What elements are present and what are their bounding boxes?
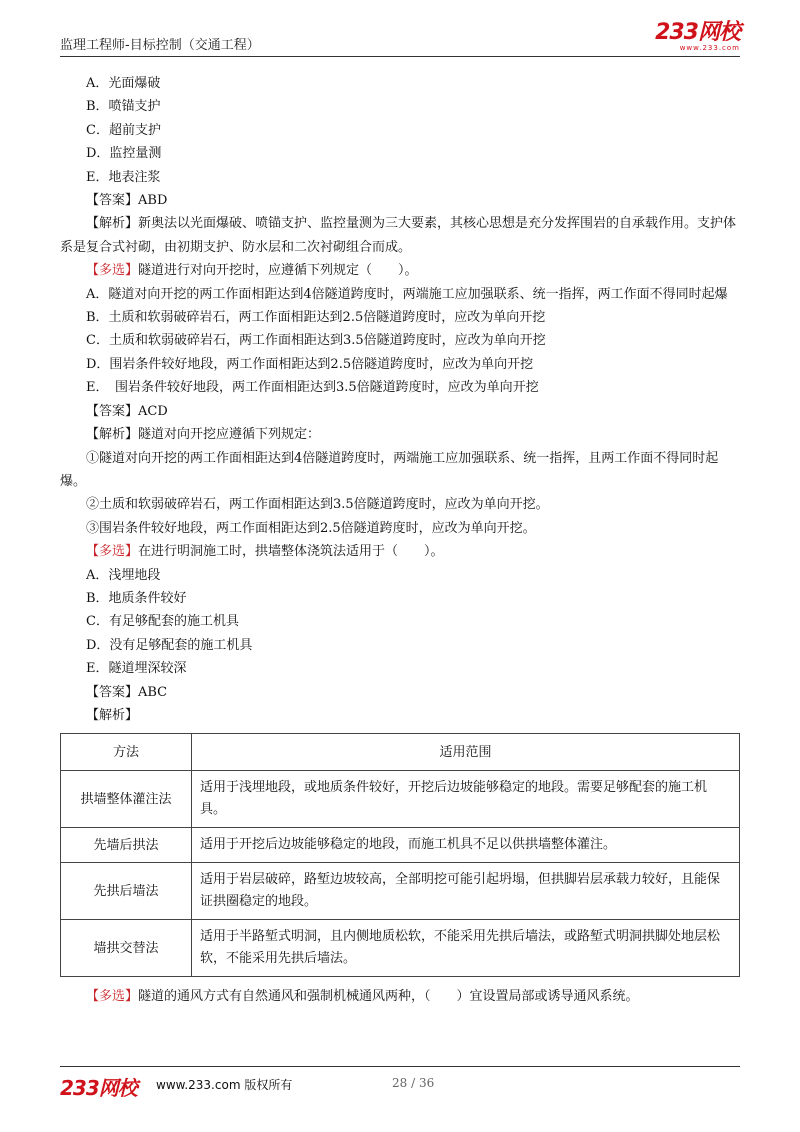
page-content — [60, 72, 740, 1009]
q1-analysis: 【解析】新奥法以光面爆破、喷锚支护、监控量测为三大要素，其核心思想是充分发挥围岩的自承载作用。支护体系是复合式衬砌，由初期支护、防水层和二次衬砌组合而成。 — [60, 216, 737, 255]
table-row — [61, 920, 740, 977]
logo-text: 233网校 — [655, 20, 740, 45]
q2-stem-line — [60, 259, 740, 282]
table-row — [61, 828, 740, 863]
page-number: 28 / 36 — [392, 1076, 435, 1090]
document-title: 监理工程师-目标控制（交通工程） — [60, 38, 260, 53]
q3-option-e: E．隧道埋深较深 — [86, 661, 187, 677]
table-cell-method: 拱墙整体灌注法 — [61, 771, 192, 828]
q2-analysis-head: 【解析】隧道对向开挖应遵循下列规定： — [86, 427, 321, 443]
table-cell-method: 墙拱交替法 — [61, 920, 192, 977]
q2-analysis-item-1: ①隧道对向开挖的两工作面相距达到4倍隧道跨度时，两端施工应加强联系、统一指挥，且两工作面不得同时起爆。 — [60, 450, 719, 489]
q2-option-b: B．土质和软弱破碎岩石，两工作面相距达到2.5倍隧道跨度时，应改为单向开挖 — [86, 310, 546, 326]
q3-answer: 【答案】ABC — [86, 684, 168, 700]
table-header-method: 方法 — [61, 734, 192, 771]
q1-option-d: D．监控量测 — [86, 146, 162, 162]
q4-stem: 隧道的通风方式有自然通风和强制机械通风两种，（ ）宜设置局部或诱导通风系统。 — [138, 989, 639, 1005]
q3-option-c: C．有足够配套的施工机具 — [86, 614, 239, 630]
table-header-row — [61, 734, 740, 771]
table-cell-scope: 适用于岩层破碎，路堑边坡较高，全部明挖可能引起坍塌，但拱脚岩层承载力较好，且能保证拱圈稳定的地段。 — [192, 863, 740, 920]
header-divider — [60, 56, 740, 57]
footer-logo[interactable]: 233网校 — [60, 1076, 137, 1100]
logo-url: www.233.com — [679, 44, 740, 52]
q3-type-tag: 【多选】 — [86, 544, 139, 560]
q2-answer: 【答案】ACD — [86, 403, 168, 419]
q3-analysis: 【解析】 — [86, 707, 139, 723]
table-cell-method: 先墙后拱法 — [61, 828, 192, 863]
q2-analysis-item-3: ③围岩条件较好地段，两工作面相距达到2.5倍隧道跨度时，应改为单向开挖。 — [86, 520, 536, 536]
q2-option-d: D．围岩条件较好地段，两工作面相距达到2.5倍隧道跨度时，应改为单向开挖 — [86, 356, 534, 372]
brand-logo[interactable] — [655, 22, 740, 52]
q2-option-c: C．土质和软弱破碎岩石，两工作面相距达到3.5倍隧道跨度时，应改为单向开挖 — [86, 333, 546, 349]
footer-copyright[interactable]: www.233.com 版权所有 — [156, 1078, 293, 1092]
table-header-scope: 适用范围 — [192, 734, 740, 771]
table-cell-scope: 适用于浅埋地段，或地质条件较好，开挖后边坡能够稳定的地段。需要足够配套的施工机具。 — [192, 771, 740, 828]
table-row — [61, 771, 740, 828]
footer-divider — [60, 1066, 740, 1067]
table-row — [61, 863, 740, 920]
q2-stem: 隧道进行对向开挖时，应遵循下列规定（ ）。 — [138, 263, 418, 279]
q3-option-a: A．浅埋地段 — [86, 567, 161, 583]
q1-option-b: B．喷锚支护 — [86, 99, 161, 115]
table-cell-scope: 适用于开挖后边坡能够稳定的地段，而施工机具不足以供拱墙整体灌注。 — [192, 828, 740, 863]
method-table — [60, 733, 740, 977]
q4-stem-line — [60, 985, 740, 1008]
q2-analysis-item-2: ②土质和软弱破碎岩石，两工作面相距达到3.5倍隧道跨度时，应改为单向开挖。 — [86, 497, 549, 513]
page-header — [60, 22, 740, 54]
q3-stem-line — [60, 540, 740, 563]
table-cell-method: 先拱后墙法 — [61, 863, 192, 920]
table-cell-scope: 适用于半路堑式明洞，且内侧地质松软，不能采用先拱后墙法，或路堑式明洞拱脚处地层松软，不能采用先拱后墙法。 — [192, 920, 740, 977]
q3-option-b: B．地质条件较好 — [86, 590, 187, 606]
q1-answer: 【答案】ABD — [86, 193, 168, 209]
page-footer — [60, 1072, 740, 1100]
q1-option-a: A．光面爆破 — [86, 76, 161, 91]
q2-option-a: A．隧道对向开挖的两工作面相距达到4倍隧道跨度时，两端施工应加强联系、统一指挥，两工作面不得同时起爆 — [86, 286, 728, 302]
q3-option-d: D．没有足够配套的施工机具 — [86, 637, 253, 653]
q1-option-c: C．超前支护 — [86, 122, 161, 138]
q4-type-tag: 【多选】 — [86, 989, 139, 1005]
q3-stem: 在进行明洞施工时，拱墙整体浇筑法适用于（ ）。 — [138, 544, 444, 560]
q1-option-e: E．地表注浆 — [86, 169, 161, 185]
q2-type-tag: 【多选】 — [86, 263, 139, 279]
q2-option-e: E． 围岩条件较好地段，两工作面相距达到3.5倍隧道跨度时，应改为单向开挖 — [86, 380, 539, 396]
